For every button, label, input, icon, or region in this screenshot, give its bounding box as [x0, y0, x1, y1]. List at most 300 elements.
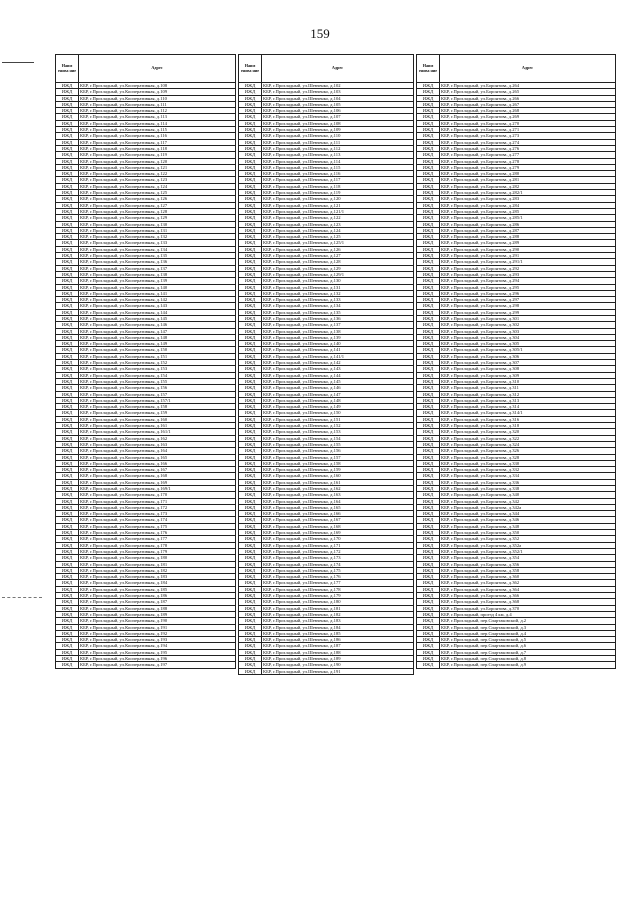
building-type-cell: ИЖД	[417, 315, 440, 321]
address-cell: КБР, г.Прохладный, ул.Кооперативная, д.136	[79, 259, 236, 265]
header-address: Адрес	[79, 55, 236, 83]
building-type-cell: ИЖД	[239, 460, 262, 466]
address-register	[55, 54, 616, 874]
table-row	[56, 662, 236, 668]
address-cell: КБР, г.Прохладный, ул.Кооперативная, д.185	[79, 586, 236, 592]
building-type-cell: ИЖД	[417, 164, 440, 170]
building-type-cell: ИЖД	[239, 120, 262, 126]
address-cell: КБР, г.Прохладный, ул.Шевченко, д.176	[262, 574, 414, 580]
building-type-cell: ИЖД	[417, 227, 440, 233]
building-type-cell: ИЖД	[417, 662, 440, 668]
address-cell: КБР, г.Прохладный, ул.Боронтова, д.342	[440, 498, 616, 504]
address-cell: КБР, г.Прохладный, ул.Кооперативная, д.182	[79, 567, 236, 573]
address-cell: КБР, г.Прохладный, пер.Спартаковский, д.9	[440, 662, 616, 668]
address-cell: КБР, г.Прохладный, ул.Шевченко, д.122	[262, 215, 414, 221]
address-cell: КБР, г.Прохладный, ул.Шевченко, д.114	[262, 158, 414, 164]
address-cell: КБР, г.Прохладный, ул.Шевченко, д.189	[262, 656, 414, 662]
building-type-cell: ИЖД	[417, 448, 440, 454]
address-cell: КБР, г.Прохладный, ул.Боронтова, д.285/1	[440, 215, 616, 221]
building-type-cell: ИЖД	[239, 637, 262, 643]
building-type-cell: ИЖД	[56, 303, 79, 309]
address-cell: КБР, г.Прохладный, ул.Боронтова, д.288	[440, 234, 616, 240]
building-type-cell: ИЖД	[56, 240, 79, 246]
address-cell: КБР, г.Прохладный, пер.Спартаковский, д.3	[440, 624, 616, 630]
building-type-cell: ИЖД	[56, 391, 79, 397]
address-cell: КБР, г.Прохладный, ул.Шевченко, д.143	[262, 366, 414, 372]
building-type-cell: ИЖД	[56, 114, 79, 120]
building-type-cell: ИЖД	[239, 656, 262, 662]
address-cell: КБР, г.Прохладный, ул.Кооперативная, д.110	[79, 95, 236, 101]
address-cell: КБР, г.Прохладный, ул.Шевченко, д.103	[262, 89, 414, 95]
building-type-cell: ИЖД	[417, 517, 440, 523]
building-type-cell: ИЖД	[56, 360, 79, 366]
table-row	[417, 662, 616, 668]
address-cell: КБР, г.Прохладный, ул.Кооперативная, д.169	[79, 479, 236, 485]
building-type-cell: ИЖД	[417, 404, 440, 410]
address-cell: КБР, г.Прохладный, ул.Кооперативная, д.143	[79, 303, 236, 309]
address-cell: КБР, г.Прохладный, ул.Боронтова, д.279	[440, 164, 616, 170]
building-type-cell: ИЖД	[56, 309, 79, 315]
address-cell: КБР, г.Прохладный, ул.Боронтова, д.289	[440, 240, 616, 246]
building-type-cell: ИЖД	[239, 303, 262, 309]
address-cell: КБР, г.Прохладный, ул.Шевченко, д.188	[262, 649, 414, 655]
address-cell: КБР, г.Прохладный, ул.Боронтова, д.304	[440, 334, 616, 340]
address-cell: КБР, г.Прохладный, ул.Боронтова, д.278	[440, 158, 616, 164]
address-cell: КБР, г.Прохладный, ул.Боронтова, д.358	[440, 567, 616, 573]
building-type-cell: ИЖД	[56, 127, 79, 133]
building-type-cell: ИЖД	[417, 309, 440, 315]
address-cell: КБР, г.Прохладный, ул.Боронтова, д.267	[440, 101, 616, 107]
building-type-cell: ИЖД	[417, 177, 440, 183]
address-cell: КБР, г.Прохладный, ул.Боронтова, д.287	[440, 227, 616, 233]
address-cell: КБР, г.Прохладный, ул.Кооперативная, д.137	[79, 265, 236, 271]
building-type-cell: ИЖД	[417, 83, 440, 89]
building-type-cell: ИЖД	[56, 202, 79, 208]
address-cell: КБР, г.Прохладный, ул.Кооперативная, д.122	[79, 171, 236, 177]
address-cell: КБР, г.Прохладный, ул.Шевченко, д.150	[262, 410, 414, 416]
address-cell: КБР, г.Прохладный, ул.Кооперативная, д.123	[79, 177, 236, 183]
address-cell: КБР, г.Прохладный, ул.Боронтова, д.360	[440, 574, 616, 580]
building-type-cell: ИЖД	[56, 486, 79, 492]
address-cell: КБР, г.Прохладный, ул.Кооперативная, д.186	[79, 593, 236, 599]
building-type-cell: ИЖД	[239, 454, 262, 460]
address-cell: КБР, г.Прохладный, ул.Боронтова, д.296	[440, 290, 616, 296]
building-type-cell: ИЖД	[417, 504, 440, 510]
address-cell: КБР, г.Прохладный, ул.Боронтова, д.310	[440, 378, 616, 384]
address-cell: КБР, г.Прохладный, ул.Кооперативная, д.118	[79, 145, 236, 151]
building-type-cell: ИЖД	[56, 347, 79, 353]
building-type-cell: ИЖД	[239, 108, 262, 114]
building-type-cell: ИЖД	[417, 637, 440, 643]
address-cell: КБР, г.Прохладный, ул.Кооперативная, д.115	[79, 127, 236, 133]
register-column-3	[416, 54, 616, 669]
address-cell: КБР, г.Прохладный, ул.Кооперативная, д.162	[79, 435, 236, 441]
building-type-cell: ИЖД	[239, 315, 262, 321]
building-type-cell: ИЖД	[56, 599, 79, 605]
building-type-cell: ИЖД	[239, 599, 262, 605]
building-type-cell: ИЖД	[239, 630, 262, 636]
building-type-cell: ИЖД	[417, 618, 440, 624]
address-cell: КБР, г.Прохладный, ул.Шевченко, д.131	[262, 284, 414, 290]
address-cell: КБР, г.Прохладный, ул.Шевченко, д.112	[262, 145, 414, 151]
building-type-cell: ИЖД	[417, 120, 440, 126]
address-cell: КБР, г.Прохладный, ул.Кооперативная, д.124	[79, 183, 236, 189]
building-type-cell: ИЖД	[56, 492, 79, 498]
address-cell: КБР, г.Прохладный, ул.Кооперативная, д.149	[79, 341, 236, 347]
building-type-cell: ИЖД	[239, 297, 262, 303]
building-type-cell: ИЖД	[56, 624, 79, 630]
building-type-cell: ИЖД	[239, 662, 262, 668]
address-cell: КБР, г.Прохладный, ул.Шевченко, д.110	[262, 133, 414, 139]
building-type-cell: ИЖД	[239, 133, 262, 139]
address-cell: КБР, г.Прохладный, ул.Кооперативная, д.153	[79, 366, 236, 372]
register-column-1	[55, 54, 236, 669]
address-cell: КБР, г.Прохладный, ул.Кооперативная, д.159	[79, 410, 236, 416]
address-cell: КБР, г.Прохладный, ул.Боронтова, д.273	[440, 133, 616, 139]
building-type-cell: ИЖД	[56, 378, 79, 384]
address-cell: КБР, г.Прохладный, ул.Шевченко, д.151	[262, 416, 414, 422]
address-cell: КБР, г.Прохладный, ул.Боронтова, д.316	[440, 416, 616, 422]
address-cell: КБР, г.Прохладный, ул.Шевченко, д.132	[262, 290, 414, 296]
building-type-cell: ИЖД	[239, 416, 262, 422]
address-cell: КБР, г.Прохладный, ул.Шевченко, д.191	[262, 668, 414, 674]
building-type-cell: ИЖД	[239, 164, 262, 170]
address-cell: КБР, г.Прохладный, ул.Боронтова, д.270	[440, 120, 616, 126]
address-cell: КБР, г.Прохладный, ул.Кооперативная, д.116	[79, 133, 236, 139]
address-cell: КБР, г.Прохладный, ул.Кооперативная, д.138	[79, 271, 236, 277]
address-cell: КБР, г.Прохладный, ул.Кооперативная, д.114	[79, 120, 236, 126]
building-type-cell: ИЖД	[417, 114, 440, 120]
building-type-cell: ИЖД	[239, 309, 262, 315]
address-cell: КБР, г.Прохладный, ул.Боронтова, д.366	[440, 593, 616, 599]
header-row	[417, 55, 616, 83]
building-type-cell: ИЖД	[56, 643, 79, 649]
page-number: 159	[310, 26, 330, 41]
address-cell: КБР, г.Прохладный, ул.Боронтова, д.282/1	[440, 190, 616, 196]
address-cell: КБР, г.Прохладный, ул.Шевченко, д.172	[262, 548, 414, 554]
address-cell: КБР, г.Прохладный, ул.Кооперативная, д.112	[79, 108, 236, 114]
address-cell: КБР, г.Прохладный, ул.Шевченко, д.136	[262, 315, 414, 321]
building-type-cell: ИЖД	[239, 574, 262, 580]
address-cell: КБР, г.Прохладный, ул.Шевченко, д.185	[262, 630, 414, 636]
building-type-cell: ИЖД	[417, 574, 440, 580]
building-type-cell: ИЖД	[239, 177, 262, 183]
address-cell: КБР, г.Прохладный, ул.Боронтова, д.295	[440, 284, 616, 290]
building-type-cell: ИЖД	[239, 353, 262, 359]
building-type-cell: ИЖД	[56, 133, 79, 139]
building-type-cell: ИЖД	[417, 492, 440, 498]
address-cell: КБР, г.Прохладный, ул.Кооперативная, д.125	[79, 190, 236, 196]
address-cell: КБР, г.Прохладный, ул.Шевченко, д.163	[262, 492, 414, 498]
address-cell: КБР, г.Прохладный, ул.Шевченко, д.173	[262, 555, 414, 561]
address-cell: КБР, г.Прохладный, ул.Шевченко, д.126	[262, 246, 414, 252]
building-type-cell: ИЖД	[417, 290, 440, 296]
address-cell: КБР, г.Прохладный, ул.Шевченко, д.144	[262, 372, 414, 378]
address-cell: КБР, г.Прохладный, ул.Кооперативная, д.117	[79, 139, 236, 145]
address-cell: КБР, г.Прохладный, ул.Боронтова, д.282	[440, 183, 616, 189]
address-cell: КБР, г.Прохладный, ул.Шевченко, д.141/1	[262, 353, 414, 359]
building-type-cell: ИЖД	[56, 253, 79, 259]
building-type-cell: ИЖД	[56, 171, 79, 177]
address-cell: КБР, г.Прохладный, ул.Шевченко, д.106	[262, 108, 414, 114]
address-cell: КБР, г.Прохладный, пер.Спартаковский, д.8	[440, 656, 616, 662]
address-cell: КБР, г.Прохладный, пер.Спартаковский, д.4	[440, 630, 616, 636]
building-type-cell: ИЖД	[239, 580, 262, 586]
address-cell: КБР, г.Прохладный, ул.Шевченко, д.184	[262, 624, 414, 630]
building-type-cell: ИЖД	[417, 467, 440, 473]
building-type-cell: ИЖД	[56, 656, 79, 662]
address-cell: КБР, г.Прохладный, ул.Кооперативная, д.167	[79, 467, 236, 473]
building-type-cell: ИЖД	[56, 328, 79, 334]
address-cell: КБР, г.Прохладный, ул.Шевченко, д.164	[262, 498, 414, 504]
building-type-cell: ИЖД	[417, 542, 440, 548]
address-cell: КБР, г.Прохладный, ул.Боронтова, д.305/1	[440, 347, 616, 353]
building-type-cell: ИЖД	[239, 498, 262, 504]
building-type-cell: ИЖД	[56, 372, 79, 378]
address-cell: КБР, г.Прохладный, ул.Шевченко, д.108	[262, 120, 414, 126]
building-type-cell: ИЖД	[417, 196, 440, 202]
address-cell: КБР, г.Прохладный, ул.Боронтова, д.281	[440, 177, 616, 183]
address-cell: КБР, г.Прохладный, ул.Боронтова, д.276	[440, 145, 616, 151]
building-type-cell: ИЖД	[417, 89, 440, 95]
building-type-cell: ИЖД	[239, 271, 262, 277]
building-type-cell: ИЖД	[239, 479, 262, 485]
address-cell: КБР, г.Прохладный, ул.Шевченко, д.181	[262, 605, 414, 611]
address-cell: КБР, г.Прохладный, ул.Боронтова, д.336	[440, 479, 616, 485]
building-type-cell: ИЖД	[417, 536, 440, 542]
building-type-cell: ИЖД	[239, 504, 262, 510]
address-cell: КБР, г.Прохладный, ул.Шевченко, д.169	[262, 530, 414, 536]
address-cell: КБР, г.Прохладный, ул.Кооперативная, д.194	[79, 643, 236, 649]
register-table	[238, 54, 414, 675]
address-cell: КБР, г.Прохладный, ул.Боронтова, д.362	[440, 580, 616, 586]
building-type-cell: ИЖД	[56, 580, 79, 586]
address-cell: КБР, г.Прохладный, ул.Кооперативная, д.174	[79, 517, 236, 523]
address-cell: КБР, г.Прохладный, ул.Кооперативная, д.172	[79, 504, 236, 510]
building-type-cell: ИЖД	[239, 328, 262, 334]
address-cell: КБР, г.Прохладный, ул.Шевченко, д.139	[262, 334, 414, 340]
address-cell: КБР, г.Прохладный, ул.Боронтова, д.274	[440, 139, 616, 145]
building-type-cell: ИЖД	[417, 530, 440, 536]
building-type-cell: ИЖД	[417, 523, 440, 529]
building-type-cell: ИЖД	[417, 183, 440, 189]
building-type-cell: ИЖД	[239, 114, 262, 120]
header-type: Наим енова ние	[239, 55, 262, 83]
address-cell: КБР, г.Прохладный, ул.Шевченко, д.113	[262, 152, 414, 158]
address-cell: КБР, г.Прохладный, ул.Кооперативная, д.166	[79, 460, 236, 466]
building-type-cell: ИЖД	[56, 467, 79, 473]
address-cell: КБР, г.Прохладный, ул.Кооперативная, д.193	[79, 637, 236, 643]
address-cell: КБР, г.Прохладный, ул.Шевченко, д.127	[262, 253, 414, 259]
building-type-cell: ИЖД	[417, 253, 440, 259]
building-type-cell: ИЖД	[56, 448, 79, 454]
address-cell: КБР, г.Прохладный, ул.Шевченко, д.120	[262, 196, 414, 202]
address-cell: КБР, г.Прохладный, ул.Шевченко, д.162	[262, 486, 414, 492]
address-cell: КБР, г.Прохладный, ул.Шевченко, д.165	[262, 504, 414, 510]
address-cell: КБР, г.Прохладный, ул.Боронтова, д.314	[440, 404, 616, 410]
building-type-cell: ИЖД	[417, 322, 440, 328]
building-type-cell: ИЖД	[56, 196, 79, 202]
building-type-cell: ИЖД	[239, 171, 262, 177]
address-cell: КБР, г.Прохладный, ул.Шевченко, д.177	[262, 580, 414, 586]
building-type-cell: ИЖД	[239, 523, 262, 529]
building-type-cell: ИЖД	[417, 284, 440, 290]
building-type-cell: ИЖД	[239, 83, 262, 89]
address-cell: КБР, г.Прохладный, ул.Кооперативная, д.128	[79, 208, 236, 214]
building-type-cell: ИЖД	[56, 120, 79, 126]
address-cell: КБР, г.Прохладный, ул.Шевченко, д.166	[262, 511, 414, 517]
address-cell: КБР, г.Прохладный, ул.Боронтова, д.348	[440, 523, 616, 529]
building-type-cell: ИЖД	[417, 145, 440, 151]
building-type-cell: ИЖД	[239, 649, 262, 655]
address-cell: КБР, г.Прохладный, ул.Кооперативная, д.133	[79, 240, 236, 246]
building-type-cell: ИЖД	[56, 89, 79, 95]
address-cell: КБР, г.Прохладный, ул.Кооперативная, д.189	[79, 611, 236, 617]
address-cell: КБР, г.Прохладный, проезд 4 км, д.4	[440, 611, 616, 617]
address-cell: КБР, г.Прохладный, ул.Кооперативная, д.155	[79, 378, 236, 384]
building-type-cell: ИЖД	[417, 486, 440, 492]
address-cell: КБР, г.Прохладный, ул.Боронтова, д.290	[440, 246, 616, 252]
building-type-cell: ИЖД	[417, 353, 440, 359]
building-type-cell: ИЖД	[417, 630, 440, 636]
building-type-cell: ИЖД	[239, 435, 262, 441]
building-type-cell: ИЖД	[239, 536, 262, 542]
address-cell: КБР, г.Прохладный, ул.Шевченко, д.154	[262, 435, 414, 441]
address-cell: КБР, г.Прохладный, ул.Шевченко, д.129/1	[262, 271, 414, 277]
building-type-cell: ИЖД	[56, 95, 79, 101]
building-type-cell: ИЖД	[417, 221, 440, 227]
address-cell: КБР, г.Прохладный, ул.Кооперативная, д.171	[79, 498, 236, 504]
address-cell: КБР, г.Прохладный, ул.Кооперативная, д.164	[79, 448, 236, 454]
building-type-cell: ИЖД	[56, 322, 79, 328]
building-type-cell: ИЖД	[239, 341, 262, 347]
address-cell: КБР, г.Прохладный, ул.Кооперативная, д.127	[79, 202, 236, 208]
address-cell: КБР, г.Прохладный, ул.Кооперативная, д.134	[79, 246, 236, 252]
address-cell: КБР, г.Прохладный, ул.Кооперативная, д.141	[79, 290, 236, 296]
address-cell: КБР, г.Прохладный, ул.Боронтова, д.313	[440, 397, 616, 403]
building-type-cell: ИЖД	[239, 89, 262, 95]
building-type-cell: ИЖД	[56, 208, 79, 214]
address-cell: КБР, г.Прохладный, ул.Кооперативная, д.157	[79, 391, 236, 397]
address-cell: КБР, г.Прохладный, ул.Боронтова, д.309	[440, 372, 616, 378]
address-cell: КБР, г.Прохладный, ул.Боронтова, д.291/1	[440, 259, 616, 265]
address-cell: КБР, г.Прохладный, ул.Шевченко, д.121/1	[262, 208, 414, 214]
building-type-cell: ИЖД	[56, 221, 79, 227]
building-type-cell: ИЖД	[239, 473, 262, 479]
header-row	[239, 55, 414, 83]
building-type-cell: ИЖД	[239, 643, 262, 649]
address-cell: КБР, г.Прохладный, ул.Кооперативная, д.156	[79, 385, 236, 391]
address-cell: КБР, г.Прохладный, ул.Шевченко, д.124	[262, 227, 414, 233]
address-cell: КБР, г.Прохладный, ул.Кооперативная, д.152	[79, 360, 236, 366]
building-type-cell: ИЖД	[56, 101, 79, 107]
building-type-cell: ИЖД	[239, 448, 262, 454]
address-cell: КБР, г.Прохладный, ул.Кооперативная, д.121	[79, 164, 236, 170]
building-type-cell: ИЖД	[417, 133, 440, 139]
margin-fold-line	[2, 597, 42, 598]
address-cell: КБР, г.Прохладный, ул.Боронтова, д.334	[440, 473, 616, 479]
building-type-cell: ИЖД	[417, 498, 440, 504]
building-type-cell: ИЖД	[417, 410, 440, 416]
building-type-cell: ИЖД	[417, 303, 440, 309]
building-type-cell: ИЖД	[239, 158, 262, 164]
building-type-cell: ИЖД	[56, 441, 79, 447]
building-type-cell: ИЖД	[239, 221, 262, 227]
building-type-cell: ИЖД	[417, 334, 440, 340]
address-cell: КБР, г.Прохладный, ул.Кооперативная, д.129	[79, 215, 236, 221]
address-cell: КБР, г.Прохладный, ул.Боронтова, д.338	[440, 486, 616, 492]
building-type-cell: ИЖД	[56, 334, 79, 340]
building-type-cell: ИЖД	[239, 278, 262, 284]
address-cell: КБР, г.Прохладный, ул.Кооперативная, д.195	[79, 649, 236, 655]
building-type-cell: ИЖД	[417, 385, 440, 391]
building-type-cell: ИЖД	[56, 164, 79, 170]
building-type-cell: ИЖД	[417, 605, 440, 611]
building-type-cell: ИЖД	[56, 108, 79, 114]
building-type-cell: ИЖД	[239, 347, 262, 353]
address-cell: КБР, г.Прохладный, ул.Шевченко, д.138	[262, 328, 414, 334]
address-cell: КБР, г.Прохладный, ул.Боронтова, д.268	[440, 108, 616, 114]
building-type-cell: ИЖД	[239, 593, 262, 599]
address-cell: КБР, г.Прохладный, ул.Боронтова, д.303	[440, 328, 616, 334]
address-cell: КБР, г.Прохладный, ул.Кооперативная, д.158	[79, 404, 236, 410]
building-type-cell: ИЖД	[417, 656, 440, 662]
building-type-cell: ИЖД	[239, 517, 262, 523]
address-cell: КБР, г.Прохладный, ул.Боронтова, д.314/1	[440, 410, 616, 416]
building-type-cell: ИЖД	[56, 479, 79, 485]
address-cell: КБР, г.Прохладный, ул.Кооперативная, д.197	[79, 662, 236, 668]
header-type: Наим енова ние	[417, 55, 440, 83]
building-type-cell: ИЖД	[417, 347, 440, 353]
address-cell: КБР, г.Прохладный, ул.Шевченко, д.174	[262, 561, 414, 567]
address-cell: КБР, г.Прохладный, ул.Боронтова, д.265	[440, 89, 616, 95]
building-type-cell: ИЖД	[239, 227, 262, 233]
address-cell: КБР, г.Прохладный, ул.Боронтова, д.328	[440, 454, 616, 460]
address-cell: КБР, г.Прохладный, ул.Кооперативная, д.187	[79, 599, 236, 605]
building-type-cell: ИЖД	[56, 586, 79, 592]
building-type-cell: ИЖД	[239, 196, 262, 202]
address-cell: КБР, г.Прохладный, ул.Боронтова, д.332	[440, 467, 616, 473]
address-cell: КБР, г.Прохладный, ул.Шевченко, д.125	[262, 234, 414, 240]
address-cell: КБР, г.Прохладный, ул.Кооперативная, д.151	[79, 353, 236, 359]
building-type-cell: ИЖД	[417, 108, 440, 114]
address-cell: КБР, г.Прохладный, ул.Кооперативная, д.109	[79, 89, 236, 95]
building-type-cell: ИЖД	[56, 542, 79, 548]
building-type-cell: ИЖД	[417, 139, 440, 145]
building-type-cell: ИЖД	[239, 561, 262, 567]
address-cell: КБР, г.Прохладный, ул.Шевченко, д.171	[262, 542, 414, 548]
building-type-cell: ИЖД	[239, 366, 262, 372]
building-type-cell: ИЖД	[56, 385, 79, 391]
address-cell: КБР, г.Прохладный, ул.Кооперативная, д.148	[79, 334, 236, 340]
address-cell: КБР, г.Прохладный, ул.Боронтова, д.318	[440, 423, 616, 429]
building-type-cell: ИЖД	[56, 259, 79, 265]
building-type-cell: ИЖД	[56, 630, 79, 636]
building-type-cell: ИЖД	[239, 234, 262, 240]
building-type-cell: ИЖД	[56, 517, 79, 523]
address-cell: КБР, г.Прохладный, ул.Шевченко, д.115	[262, 164, 414, 170]
building-type-cell: ИЖД	[417, 391, 440, 397]
address-cell: КБР, г.Прохладный, ул.Боронтова, д.291	[440, 253, 616, 259]
address-cell: КБР, г.Прохладный, ул.Шевченко, д.133	[262, 297, 414, 303]
building-type-cell: ИЖД	[239, 152, 262, 158]
building-type-cell: ИЖД	[239, 202, 262, 208]
building-type-cell: ИЖД	[56, 555, 79, 561]
building-type-cell: ИЖД	[56, 593, 79, 599]
address-cell: КБР, г.Прохладный, ул.Шевченко, д.147	[262, 391, 414, 397]
building-type-cell: ИЖД	[56, 139, 79, 145]
building-type-cell: ИЖД	[56, 536, 79, 542]
